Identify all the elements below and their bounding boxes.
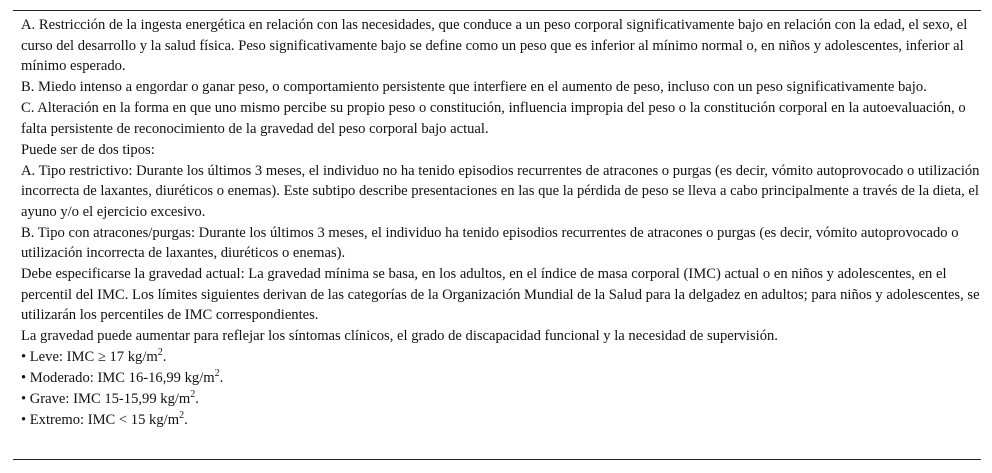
severity-specify: Debe especificarse la gravedad actual: La gravedad mínima se basa, en los adultos, en el índice de masa corporal (IMC) actual o en niños y adolescentes, en el percentil del IMC. Los límites siguientes derivan de las categorías de la Organización Mundial de la Salud para la delgadez en adultos; para niños y adolescentes, se utilizarán los percentiles de IMC correspondientes. <box>21 266 980 323</box>
severity-level-text: • Grave: IMC 15-15,99 kg/m <box>21 391 191 407</box>
criterion-a: A. Restricción de la ingesta energética en relación con las necesidades, que conduce a un peso corporal significativamente bajo en relación con la edad, el sexo, el curso del desarrollo y la salud física. Peso significativamente bajo se define como un peso que es inferior al mínimo normal o, en niños y adolescentes, inferior al mínimo esperado. <box>21 17 968 74</box>
severity-level-extreme <box>21 410 981 431</box>
severity-level-severe <box>21 389 981 410</box>
severity-level-end: . <box>162 349 167 365</box>
diagnostic-criteria-box <box>13 10 981 460</box>
severity-level-text: • Extremo: IMC < 15 kg/m <box>21 412 180 428</box>
severity-level-text: • Moderado: IMC 16-16,99 kg/m <box>21 370 215 386</box>
severity-level-end: . <box>195 391 199 407</box>
criterion-b: B. Miedo intenso a engordar o ganar peso, o comportamiento persistente que interfiere en el aumento de peso, incluso con un peso significativamente bajo. <box>21 79 927 95</box>
severity-increase: La gravedad puede aumentar para reflejar los síntomas clínicos, el grado de discapacidad funcional y la necesidad de supervisión. <box>21 328 778 344</box>
severity-level-mild <box>21 347 981 368</box>
severity-level-moderate <box>21 368 981 389</box>
severity-level-sup: 2 <box>190 389 196 400</box>
type-restrictive: A. Tipo restrictivo: Durante los últimos 3 meses, el individuo no ha tenido episodios recurrentes de atracones o purgas (es decir, vómito autoprovocado o utilización incorrecta de laxantes, diuréticos o enemas). Este subtipo describe presentaciones en las que la pérdida de peso se lleva a cabo principalmente a través de la dieta, el ayuno y/o el ejercicio excesivo. <box>21 162 980 220</box>
severity-level-sup: 2 <box>179 410 185 421</box>
severity-level-end: . <box>184 412 188 428</box>
severity-level-sup: 2 <box>157 347 163 358</box>
type-binge-purge: B. Tipo con atracones/purgas: Durante los últimos 3 meses, el individuo ha tenido episodios recurrentes de atracones o purgas (es decir, vómito autoprovocado o utilización incorrecta de laxantes, diuréticos o enemas). <box>21 224 959 261</box>
severity-level-sup: 2 <box>214 368 220 379</box>
severity-level-text: • Leve: IMC ≥ 17 kg/m <box>21 349 158 365</box>
types-intro: Puede ser de dos tipos: <box>21 141 155 158</box>
severity-level-end: . <box>219 370 224 386</box>
criterion-c: C. Alteración en la forma en que uno mismo percibe su propio peso o constitución, influencia impropia del peso o la constitución corporal en la autoevaluación, o falta persistente de reconocimiento de la gravedad del peso corporal bajo actual. <box>21 100 966 137</box>
